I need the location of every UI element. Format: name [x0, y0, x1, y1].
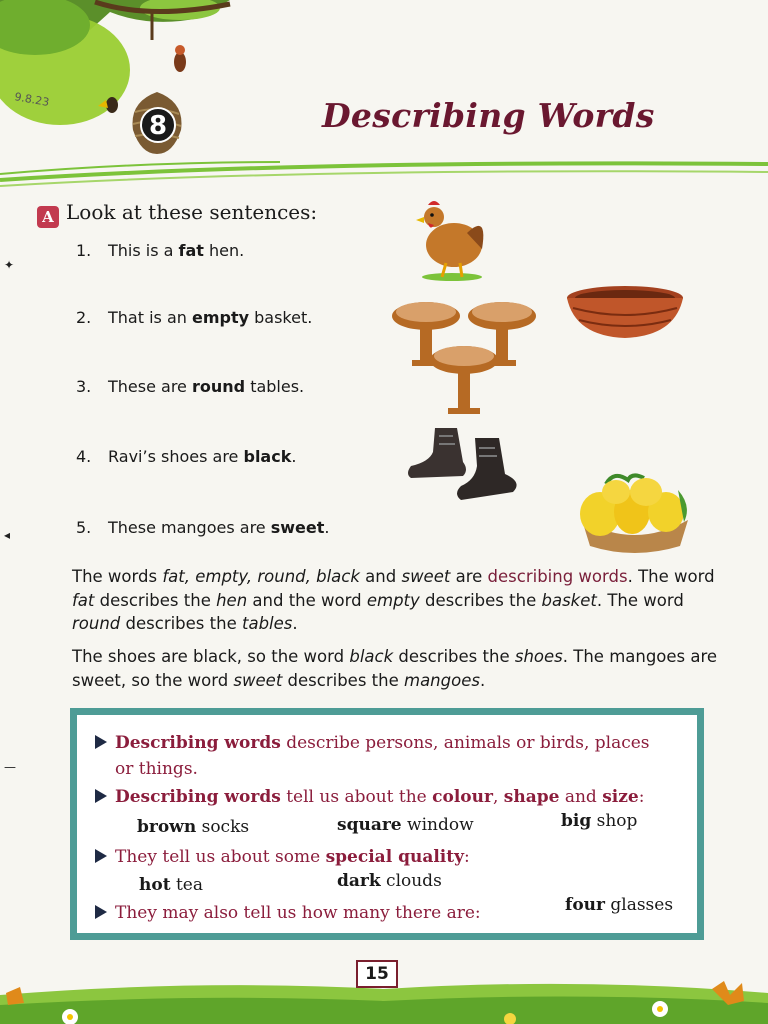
sentence-4: 4. Ravi’s shoes are black.	[76, 447, 297, 466]
paragraph-text: The words	[72, 567, 163, 586]
paragraph-text: black	[349, 647, 394, 666]
example-hot-tea: hot tea	[139, 875, 203, 895]
sentence-2: 2. That is an empty basket.	[76, 308, 313, 327]
paragraph-text: . The word	[596, 590, 684, 610]
margin-note: 9.8.23	[13, 90, 51, 110]
sentence-1: 1. This is a fat hen.	[76, 241, 245, 260]
rule-1: Describing words describe persons, animals or birds, places	[95, 733, 650, 753]
paragraph-text: .	[479, 670, 486, 690]
rule-3: They tell us about some special quality:	[95, 847, 470, 867]
example-square-window: square window	[337, 815, 474, 835]
example-brown-socks: brown socks	[137, 817, 250, 837]
describing-word: round	[191, 377, 246, 396]
describing-words-term: describing words	[487, 567, 628, 586]
hen-illustration	[412, 193, 490, 283]
paragraph-text: sweet	[401, 567, 451, 586]
paragraph-text: are	[450, 567, 488, 586]
paragraph-text: describes the	[282, 670, 404, 690]
mango-basket-illustration	[576, 470, 694, 556]
example-four-glasses: four glasses	[565, 895, 674, 915]
paragraph-text: empty	[366, 590, 420, 610]
paragraph-text: basket	[541, 590, 597, 610]
describing-word: fat	[178, 241, 204, 260]
describing-word: sweet	[270, 518, 325, 537]
paragraph-text: round	[72, 614, 121, 633]
rule-4: They may also tell us how many there are:	[95, 903, 481, 923]
round-tables-illustration	[390, 298, 540, 420]
page-title: Describing Words	[322, 96, 655, 135]
paragraph-text: . The word	[627, 567, 715, 586]
page-number: 15	[356, 960, 398, 988]
describing-word: black	[243, 447, 292, 466]
example-dark-clouds: dark clouds	[337, 871, 442, 891]
chapter-number-badge	[127, 92, 187, 154]
paragraph-text: hen	[216, 590, 248, 610]
paragraph-text: tables	[241, 614, 293, 633]
triangle-bullet-icon	[95, 905, 107, 919]
rule-2: Describing words tell us about the colour, shape and size:	[95, 787, 644, 807]
black-shoes-illustration	[405, 426, 523, 506]
margin-mark: ✦	[4, 258, 15, 272]
paragraph-text: The shoes are black, so the word	[72, 647, 350, 666]
section-a-badge: A	[37, 206, 59, 228]
paragraph-text: describes the	[393, 647, 515, 666]
sentence-5: 5. These mangoes are sweet.	[76, 518, 330, 537]
margin-mark: ◂	[4, 528, 11, 542]
paragraph-text: describes the	[94, 590, 217, 610]
paragraph-text: fat	[72, 590, 95, 610]
rules-box	[70, 708, 704, 940]
section-a-heading: Look at these sentences:	[66, 200, 318, 224]
paragraph-text: . The mangoes are sweet, so the word	[72, 647, 718, 690]
paragraph-text: describes the	[419, 590, 542, 610]
example-big-shop: big shop	[561, 811, 638, 831]
describing-word: empty	[191, 308, 250, 327]
tree-branch-illustration	[0, 0, 240, 140]
triangle-bullet-icon	[95, 789, 107, 803]
margin-mark: —	[4, 760, 16, 774]
chapter-number: 8	[148, 111, 168, 141]
paragraph-text: .	[292, 614, 298, 633]
paragraph-text: mangoes	[404, 670, 480, 690]
explanation-paragraph-2	[72, 645, 722, 692]
sentence-3: 3. These are round tables.	[76, 377, 305, 396]
header-divider	[0, 150, 768, 194]
basket-illustration	[565, 284, 685, 342]
paragraph-text: sweet	[233, 670, 283, 690]
paragraph-text: and the word	[247, 590, 367, 610]
triangle-bullet-icon	[95, 735, 107, 749]
paragraph-text: and	[359, 567, 402, 586]
paragraph-text: fat, empty, round, black	[162, 567, 360, 586]
paragraph-text: describes the	[120, 614, 242, 633]
paragraph-text: shoes	[514, 647, 563, 666]
rule-1-continued: or things.	[115, 759, 198, 779]
triangle-bullet-icon	[95, 849, 107, 863]
explanation-paragraph-1	[72, 565, 722, 636]
